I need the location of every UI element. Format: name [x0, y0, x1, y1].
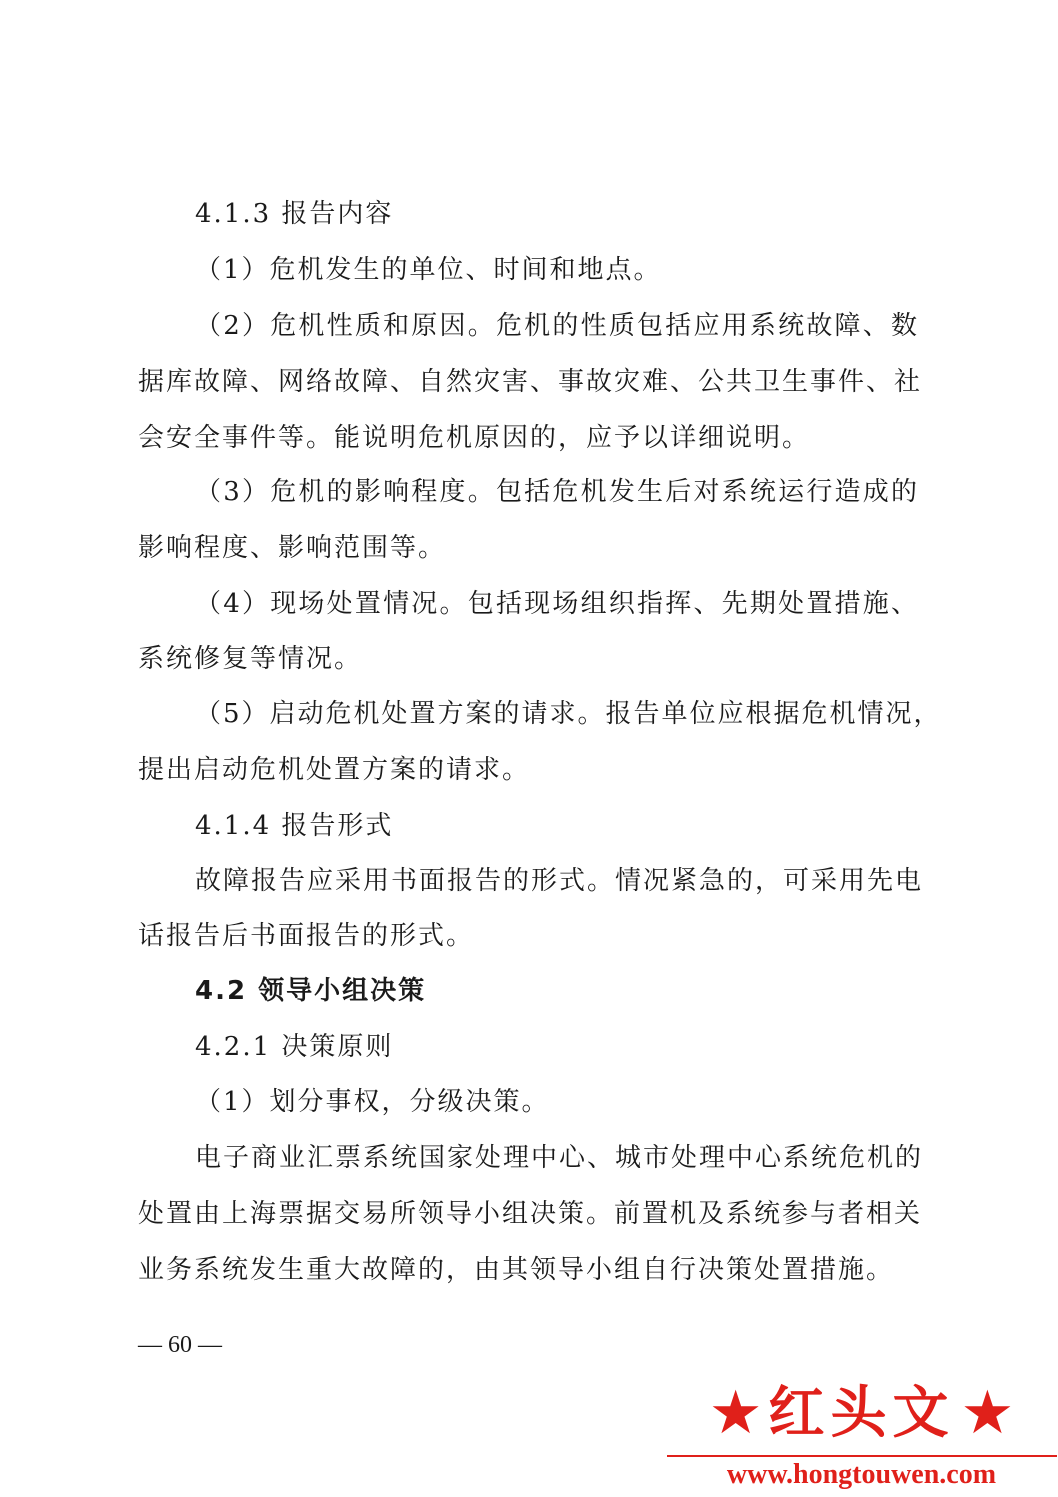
- paragraph-line: （4）现场处置情况。包括现场组织指挥、先期处置措施、: [195, 589, 919, 619]
- heading-4-2: 4.2 领导小组决策: [195, 976, 427, 1006]
- watermark-logo[interactable]: [665, 1375, 1058, 1497]
- heading-4-2-1: 4.2.1 决策原则: [195, 1032, 394, 1062]
- paragraph-line: （3）危机的影响程度。包括危机发生后对系统运行造成的: [195, 477, 919, 507]
- page-number: — 60 —: [138, 1332, 222, 1358]
- paragraph-line: 处置由上海票据交易所领导小组决策。前置机及系统参与者相关: [138, 1199, 923, 1229]
- paragraph-line: 业务系统发生重大故障的，由其领导小组自行决策处置措施。: [138, 1255, 895, 1285]
- paragraph-line: 故障报告应采用书面报告的形式。情况紧急的，可采用先电: [195, 866, 924, 896]
- paragraph-line: 会安全事件等。能说明危机原因的，应予以详细说明。: [138, 423, 811, 453]
- paragraph-line: （2）危机性质和原因。危机的性质包括应用系统故障、数: [195, 311, 919, 341]
- paragraph-line: 电子商业汇票系统国家处理中心、城市处理中心系统危机的: [195, 1143, 924, 1173]
- paragraph-line: （1）划分事权，分级决策。: [195, 1087, 550, 1117]
- paragraph-line: （1）危机发生的单位、时间和地点。: [195, 255, 662, 285]
- heading-4-1-3: 4.1.3 报告内容: [195, 199, 394, 229]
- paragraph-line: 提出启动危机处置方案的请求。: [138, 755, 531, 785]
- paragraph-line: 影响程度、影响范围等。: [138, 533, 447, 563]
- paragraph-line: 话报告后书面报告的形式。: [138, 921, 475, 951]
- paragraph-line: 系统修复等情况。: [138, 644, 363, 674]
- paragraph-line: （5）启动危机处置方案的请求。报告单位应根据危机情况，: [195, 699, 942, 729]
- star-icon: ★: [960, 1377, 1015, 1448]
- watermark-text: 红头文: [768, 1379, 955, 1446]
- star-icon: ★: [708, 1377, 763, 1448]
- watermark-title: [665, 1375, 1058, 1450]
- heading-4-1-4: 4.1.4 报告形式: [195, 811, 394, 841]
- paragraph-line: 据库故障、网络故障、自然灾害、事故灾难、公共卫生事件、社: [138, 367, 923, 397]
- watermark-url[interactable]: www.hongtouwen.com: [726, 1459, 997, 1490]
